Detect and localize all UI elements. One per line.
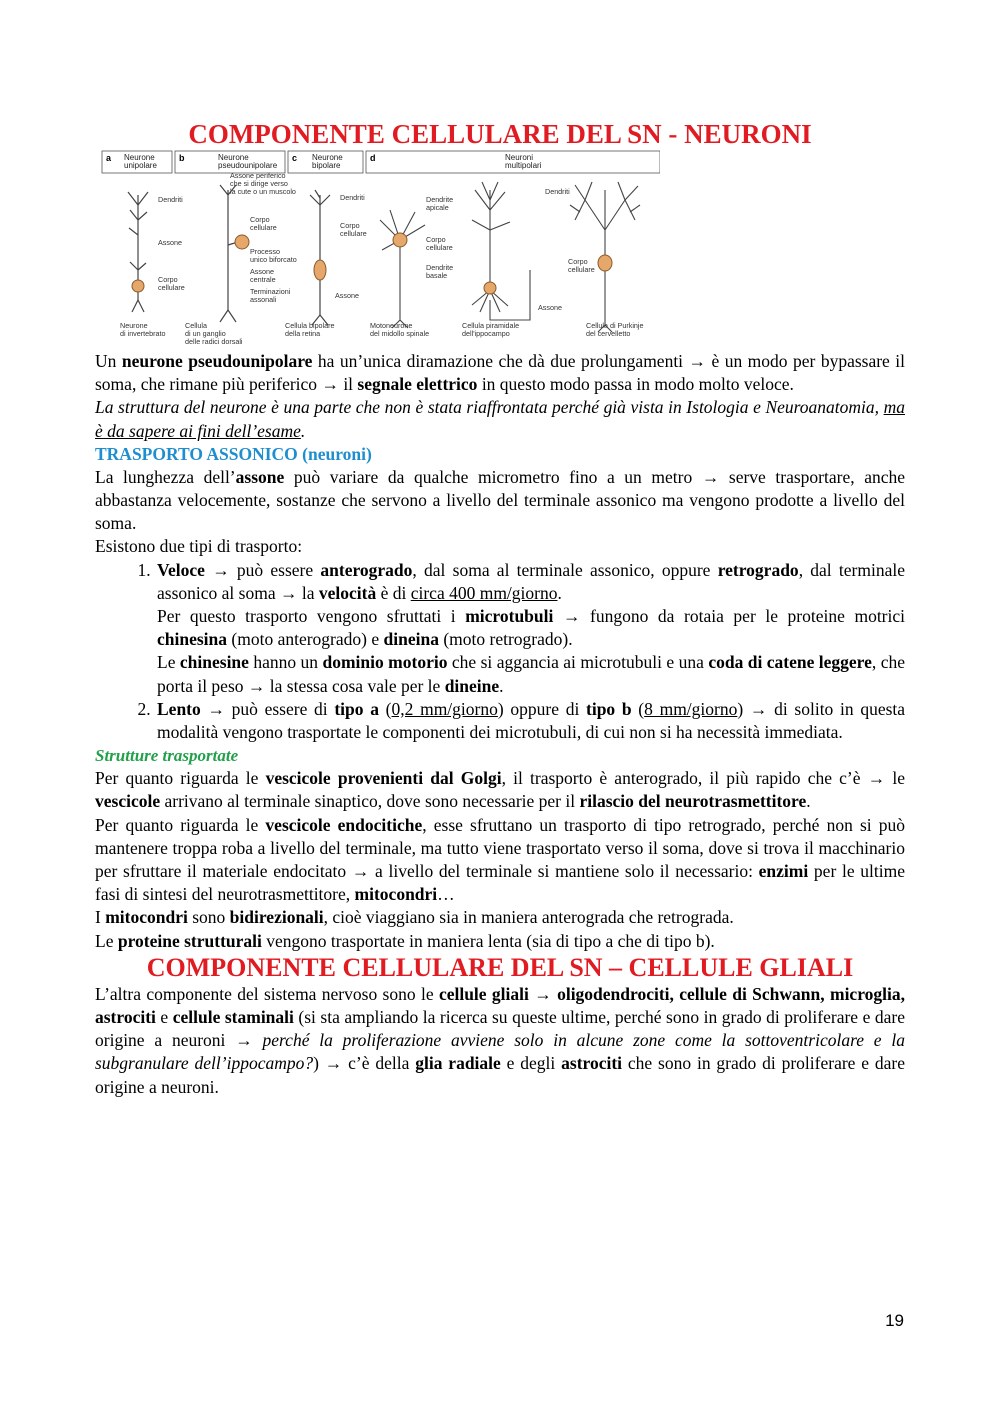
- paragraph-mitocondri: I mitocondri sono bidirezionali, cioè viaggiano sia in maniera anterograda che retrograda.: [95, 907, 734, 928]
- paragraph-cellule-gliali: L’altra componente del sistema nervoso sono le cellule gliali → oligodendrociti, cellule di Schwann, microglia, astrociti e cellule staminali (si sta ampliando la ricerca su queste ultime, perché sono in grado di proliferare e dare origine a neuroni → perché la proliferazione avviene solo in alcune zone come la sottoventricolare e la subgranulare dell’ippocampo?) → c’è della glia radiale e degli astrociti che sono in grado di proliferare e dare origine a neuroni.: [95, 983, 906, 1097]
- heading-trasporto-assonico: TRASPORTO ASSONICO (neuroni): [95, 443, 372, 464]
- section-title-cellule-gliali: COMPONENTE CELLULARE DEL SN – CELLULE GLIALI: [146, 952, 854, 982]
- paragraph-vescicole-golgi: Per quanto riguarda le vescicole provenienti dal Golgi, il trasporto è anterogrado, il più rapido che c’è → le vescicole arrivano al terminale sinaptico, dove sono necessarie per il rilascio del neurotrasmettitore.: [95, 768, 905, 812]
- label-dendrite-basale: Dendrite basale: [426, 263, 454, 280]
- panel-label-d: Neuroni multipolari: [505, 153, 542, 170]
- arrow-icon: →: [867, 768, 886, 789]
- label-assone-c: Assone: [335, 291, 359, 300]
- neuron-a-soma: [132, 280, 144, 292]
- arrow-icon: →: [534, 983, 552, 1004]
- arrow-icon: →: [324, 1053, 343, 1074]
- pyramidal-neuron-drawing: [472, 182, 530, 320]
- arrow-icon: →: [321, 374, 339, 395]
- paragraph-pseudounipolare: Un neurone pseudounipolare ha un’unica diramazione che dà due prolungamenti → è un modo per bypassare il soma, che rimane più periferico → il segnale elettrico in questo modo passa in modo molto veloce.: [95, 351, 906, 395]
- arrow-icon: →: [279, 582, 298, 603]
- panel-letter-b: b: [179, 153, 185, 163]
- label-dendriti-a: Dendriti: [158, 195, 183, 204]
- list-item-veloce: 1. Veloce → può essere anterogrado, dal soma al terminale assonico, oppure retrogrado, dal terminale assonico al soma → la velocità è di circa 400 mm/giorno. Per questo trasporto vengono sfruttati i microtubuli → fungono da rotaia per le proteine motrici chinesina (moto anterogrado) e dineina (moto retrogrado). Le chinesine hanno un dominio motorio che si aggancia ai microtubuli e una coda di catene leggere, che porta il peso → la stessa cosa vale per le dineine.: [155, 559, 905, 698]
- paragraph-istologia-note: La struttura del neurone è una parte che non è stata riaffrontata perché già vista in Istologia e Neuroanatomia, ma è da sapere ai fini dell’esame.: [95, 397, 905, 441]
- arrow-icon: →: [207, 698, 225, 719]
- panel-label-b: Neurone pseudounipolare: [218, 153, 278, 170]
- caption-piramidale: Cellula piramidale dell'ippocampo: [462, 321, 520, 338]
- paragraph-assone: La lunghezza dell’assone può variare da qualche micrometro fino a un metro → serve trasportare, anche abbastanza velocemente, sostanze che servono a livello del terminale assonico ma vengono prodotte a livello del soma.: [95, 466, 905, 534]
- label-corpo-c: Corpo cellulare: [340, 221, 367, 238]
- arrow-icon: →: [688, 351, 707, 371]
- neuron-types-figure: [100, 150, 660, 345]
- label-corpo-d: Corpo cellulare: [426, 235, 453, 252]
- purkinje-soma: [598, 255, 612, 271]
- label-dendrite-apicale: Dendrite apicale: [426, 195, 454, 212]
- heading-strutture-trasportate: Strutture trasportate: [95, 746, 239, 766]
- neuron-unipolar-drawing: [128, 192, 148, 312]
- panel-letter-a: a: [106, 153, 112, 163]
- label-corpo-a: Corpo cellulare: [158, 275, 185, 292]
- section-title-neuroni: COMPONENTE CELLULARE DEL SN - NEURONI: [188, 119, 812, 149]
- page-content: [95, 118, 905, 1099]
- arrow-icon: →: [247, 675, 266, 696]
- motoneuron-drawing: [380, 210, 425, 328]
- panel-letter-c: c: [292, 153, 298, 163]
- transport-types-list: [95, 559, 905, 745]
- list-item-lento: 2. Lento → può essere di tipo a (0,2 mm/giorno) oppure di tipo b (8 mm/giorno) → di solito in questa modalità vengono trasportate le componenti dei microtubuli, di cui non si ha necessità immediata.: [155, 698, 905, 744]
- arrow-icon: →: [749, 698, 768, 719]
- label-processo: Processo unico biforcato: [250, 247, 297, 264]
- label-assone-a: Assone: [158, 238, 182, 247]
- panel-label-c: Neurone bipolare: [312, 153, 343, 170]
- page-number: 19: [885, 1311, 904, 1330]
- caption-ganglio: Cellula di un ganglio delle radici dorsali: [185, 321, 243, 345]
- neuron-c-soma: [314, 260, 326, 280]
- motoneuron-soma: [393, 233, 407, 247]
- panel-letter-d: d: [370, 153, 376, 163]
- label-dendriti-d: Dendriti: [545, 187, 570, 196]
- neuron-pseudounipolar-drawing: [220, 185, 238, 322]
- arrow-icon: →: [562, 606, 581, 627]
- arrow-icon: →: [235, 1030, 253, 1051]
- neuron-b-soma: [235, 235, 249, 249]
- label-assone-d: Assone: [538, 303, 562, 312]
- label-dendriti-c: Dendriti: [340, 193, 365, 202]
- arrow-icon: →: [212, 559, 230, 580]
- arrow-icon: →: [351, 861, 370, 882]
- caption-bipolare-retina: Cellula bipolare della retina: [285, 321, 335, 338]
- figure-panel-headers: [102, 151, 660, 173]
- arrow-icon: →: [701, 466, 720, 487]
- label-corpo-b: Corpo cellulare: [250, 215, 277, 232]
- label-assone-centrale: Assone centrale: [250, 267, 276, 284]
- label-terminazioni: Terminazioni assonali: [250, 287, 291, 304]
- pyramidal-soma: [484, 282, 496, 294]
- caption-purkinje: Cellula di Purkinje del cervelletto: [586, 321, 644, 338]
- caption-motoneurone: Motoneurone del midollo spinale: [370, 321, 430, 338]
- paragraph-tipi-trasporto: Esistono due tipi di trasporto:: [95, 536, 303, 557]
- label-corpo-d2: Corpo cellulare: [568, 257, 595, 274]
- paragraph-vescicole-endocitiche: Per quanto riguarda le vescicole endocitiche, esse sfruttano un trasporto di tipo retrogrado, perché non si può mantenere troppa roba a livello del terminale, ma tutto viene trasportato verso il soma, dove si trova il macchinario per sfruttare il materiale endocitato → a livello del terminale si mantiene solo il necessario: enzimi per le ultime fasi di sintesi del neurotrasmettitore, mitocondri…: [95, 814, 906, 905]
- caption-invertebrato: Neurone di invertebrato: [120, 321, 166, 338]
- neuron-bipolar-drawing: [310, 190, 330, 325]
- paragraph-proteine-strutturali: Le proteine strutturali vengono trasportate in maniera lenta (sia di tipo a che di tipo b).: [95, 930, 715, 951]
- label-assone-periferico: Assone periferico che si dirige verso la cute o un muscolo: [230, 171, 296, 196]
- panel-label-a: Neurone unipolare: [124, 153, 157, 170]
